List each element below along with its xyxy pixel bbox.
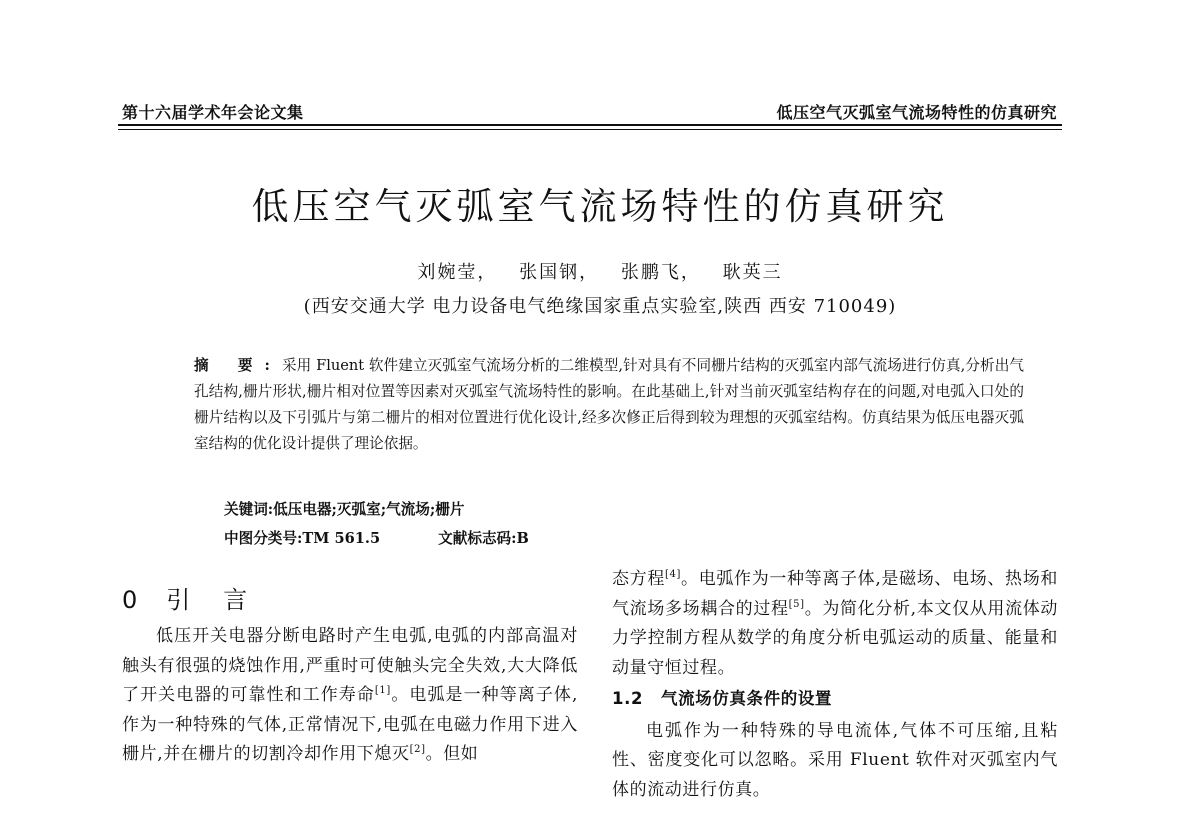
- subsection-title: 气流场仿真条件的设置: [661, 689, 833, 708]
- paper-title: 低压空气灭弧室气流场特性的仿真研究: [251, 185, 949, 228]
- intro-paragraph: [122, 622, 578, 770]
- right-column: [612, 565, 1058, 805]
- intro-text-c: 。但如: [425, 744, 479, 764]
- subsection-number: 1.2: [612, 689, 644, 708]
- section-heading-introduction: [122, 580, 250, 615]
- left-column: [122, 622, 578, 770]
- section-title-char-1: 引: [166, 586, 194, 614]
- section-title-char-2: 言: [223, 586, 251, 614]
- clc-number: 中图分类号:TM 561.5: [224, 530, 381, 547]
- section-number: 0: [122, 586, 141, 614]
- cont-text-b: 。电弧作为一种等离子体,是磁场、电场、热场和气流场多场耦合的过程: [612, 569, 1058, 619]
- affiliation: (西安交通大学 电力设备电气绝缘国家重点实验室,陕西 西安 710049): [303, 296, 897, 317]
- citation-5: [5]: [788, 598, 805, 610]
- keywords: 关键词:低压电器;灭弧室;气流场;栅片: [224, 501, 465, 518]
- citation-2: [2]: [409, 744, 426, 755]
- subsection-paragraph: 电弧作为一种特殊的导电流体,气体不可压缩,且粘性、密度变化可以忽略。采用 Fluent 软件对灭弧室内气体的流动进行仿真。: [612, 720, 1058, 800]
- citation-1: [1]: [374, 685, 391, 696]
- running-header-left: 第十六届学术年会论文集: [122, 103, 304, 122]
- cont-text-c: 。为简化分析,本文仅从用流体动力学控制方程从数学的角度分析电弧运动的质量、能量和动量守恒过程。: [612, 598, 1059, 678]
- classification-line: [224, 527, 529, 548]
- document-code: 文献标志码:B: [438, 530, 529, 547]
- continued-paragraph: [612, 565, 1058, 683]
- abstract-label: 摘 要:: [194, 357, 282, 374]
- header-rule-thin: [118, 129, 1062, 130]
- intro-text-b: 。电弧是一种等离子体,作为一种特殊的气体,正常情况下,电弧在电磁力作用下进入栅片,并在栅片的切割冷却作用下熄灭: [122, 685, 578, 764]
- cont-text-a: 态方程: [612, 569, 665, 589]
- intro-text-a: 低压开关电器分断电路时产生电弧,电弧的内部高温对触头有很强的烧蚀作用,严重时可使触头完全失效,大大降低了开关电器的可靠性和工作寿命: [122, 626, 578, 705]
- abstract: [194, 353, 1024, 457]
- header-rule-thick: [118, 124, 1062, 126]
- author-list: 刘婉莹， 张国钢， 张鹏飞， 耿英三: [417, 262, 783, 283]
- citation-4: [4]: [665, 569, 681, 580]
- subsection-heading: [612, 684, 1058, 714]
- running-header-right: 低压空气灭弧室气流场特性的仿真研究: [776, 103, 1057, 122]
- abstract-text: 采用 Fluent 软件建立灭弧室气流场分析的二维模型,针对具有不同栅片结构的灭弧室内部气流场进行仿真,分析出气孔结构,栅片形状,栅片相对位置等因素对灭弧室气流场特性的影响。在此基础上,针对当前灭弧室结构存在的问题,对电弧入口处的栅片结构以及下引弧片与第二栅片的相对位置进行优化设计,经多次修正后得到较为理想的灭弧室结构。仿真结果为低压电器灭弧室结构的优化设计提供了理论依据。: [194, 357, 1024, 452]
